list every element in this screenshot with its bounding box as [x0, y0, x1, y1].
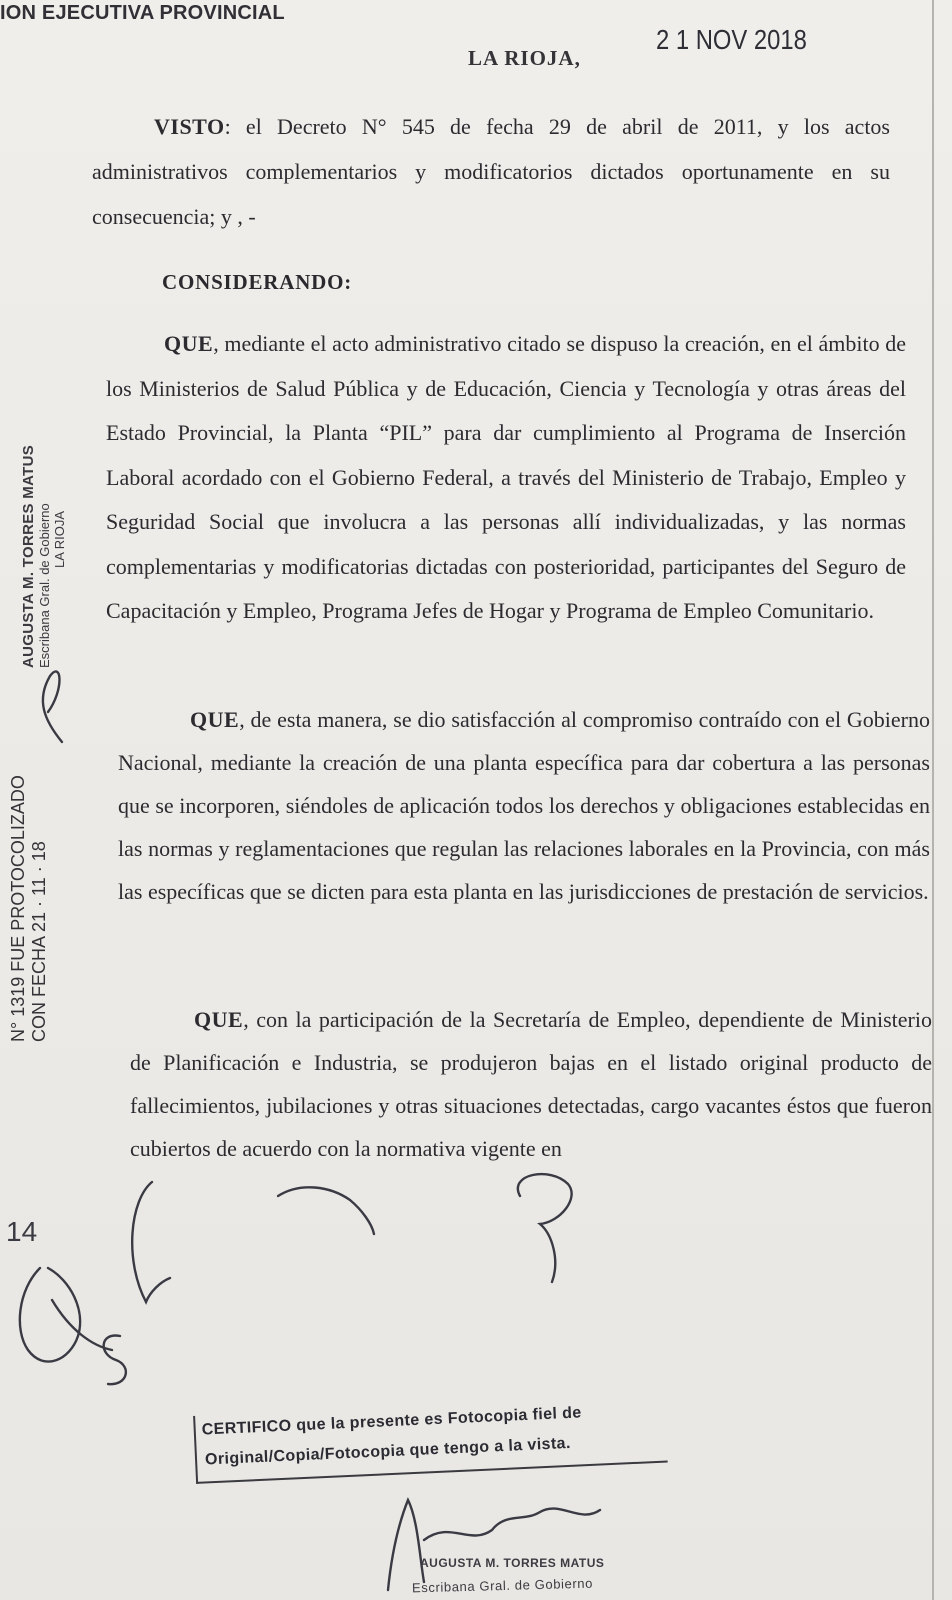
- margin-loop-mark: [43, 671, 62, 742]
- que-keyword-1: QUE: [164, 331, 214, 356]
- considerando-heading: CONSIDERANDO:: [162, 270, 353, 294]
- city-heading: LA RIOJA,: [468, 46, 581, 70]
- signature-nine: [518, 1174, 572, 1282]
- que-text-2: , de esta manera, se dio satisfacción al compromiso contraído con el Gobierno Nacional, mediante la creación de una planta específica para dar cobertura a las personas que se incorporen, siéndoles de aplicación todos los derechos y obligaciones establecidas en las normas y reglamentaciones que regulan las relaciones laborales en la Provincia, con más las específicas que se dicten para esta planta en las jurisdicciones de prestación de servicios.: [118, 707, 930, 904]
- notary-footer-name: AUGUSTA M. TORRES MATUS: [420, 1556, 605, 1570]
- que-text-3: , con la participación de la Secretaría de Empleo, dependiente de Ministerio de Planificación e Industria, se produjeron bajas en el listado original producto de fallecimientos, jubilaciones y otras situaciones detectadas, cargo vacantes éstos que fueron cubiertos de acuerdo con la normativa vigente en: [130, 1007, 932, 1161]
- notary-margin-name: AUGUSTA M. TORRES MATUS: [20, 444, 37, 668]
- header-fragment: ION EJECUTIVA PROVINCIAL: [0, 2, 285, 24]
- que-text-1: , mediante el acto administrativo citado se dispuso la creación, en el ámbito de los Ministerios de Salud Pública y de Educación, Ciencia y Tecnología y otras áreas del Estado Provincial, la Planta “PIL” para dar cumplimiento al Programa de Inserción Laboral acordado con el Gobierno Federal, a través del Ministerio de Trabajo, Empleo y Seguridad Social que involucra a las personas allí individualizadas, y las normas complementarias y modificatorias dictadas con posterioridad, participantes del Seguro de Capacitación y Empleo, Programa Jefes de Hogar y Programa de Empleo Comunitario.: [106, 331, 906, 623]
- margin-s-mark: [104, 1336, 126, 1385]
- protocol-number: N° 1319 FUE PROTOCOLIZADO: [8, 775, 28, 1042]
- que-keyword-3: QUE: [194, 1007, 244, 1032]
- certification-line-2: Original/Copia/Fotocopia que tengo a la vista.: [204, 1434, 572, 1469]
- que-keyword-2: QUE: [190, 707, 240, 732]
- visto-keyword: VISTO: [154, 114, 225, 139]
- margin-initial-mark: [20, 1268, 112, 1362]
- date-stamp: 2 1 NOV 2018: [656, 24, 807, 55]
- bracket-stroke: [132, 1182, 170, 1302]
- notary-footer-title: Escribana Gral. de Gobierno: [411, 1575, 594, 1596]
- notary-margin-title: Escribana Gral. de Gobierno: [37, 503, 52, 668]
- signature-curve: [278, 1187, 374, 1234]
- protocol-date: CON FECHA 21 · 11 · 18: [29, 841, 49, 1042]
- visto-text: : el Decreto N° 545 de fecha 29 de abril de 2011, y los actos administrativos complementarios y modificatorios dictados oportunamente en su consecuencia; y , -: [92, 114, 890, 229]
- notary-margin-city: LA RIOJA: [52, 510, 67, 568]
- page-number: 14: [6, 1216, 38, 1247]
- certification-line-1: CERTIFICO que la presente es Fotocopia fiel de: [201, 1404, 582, 1439]
